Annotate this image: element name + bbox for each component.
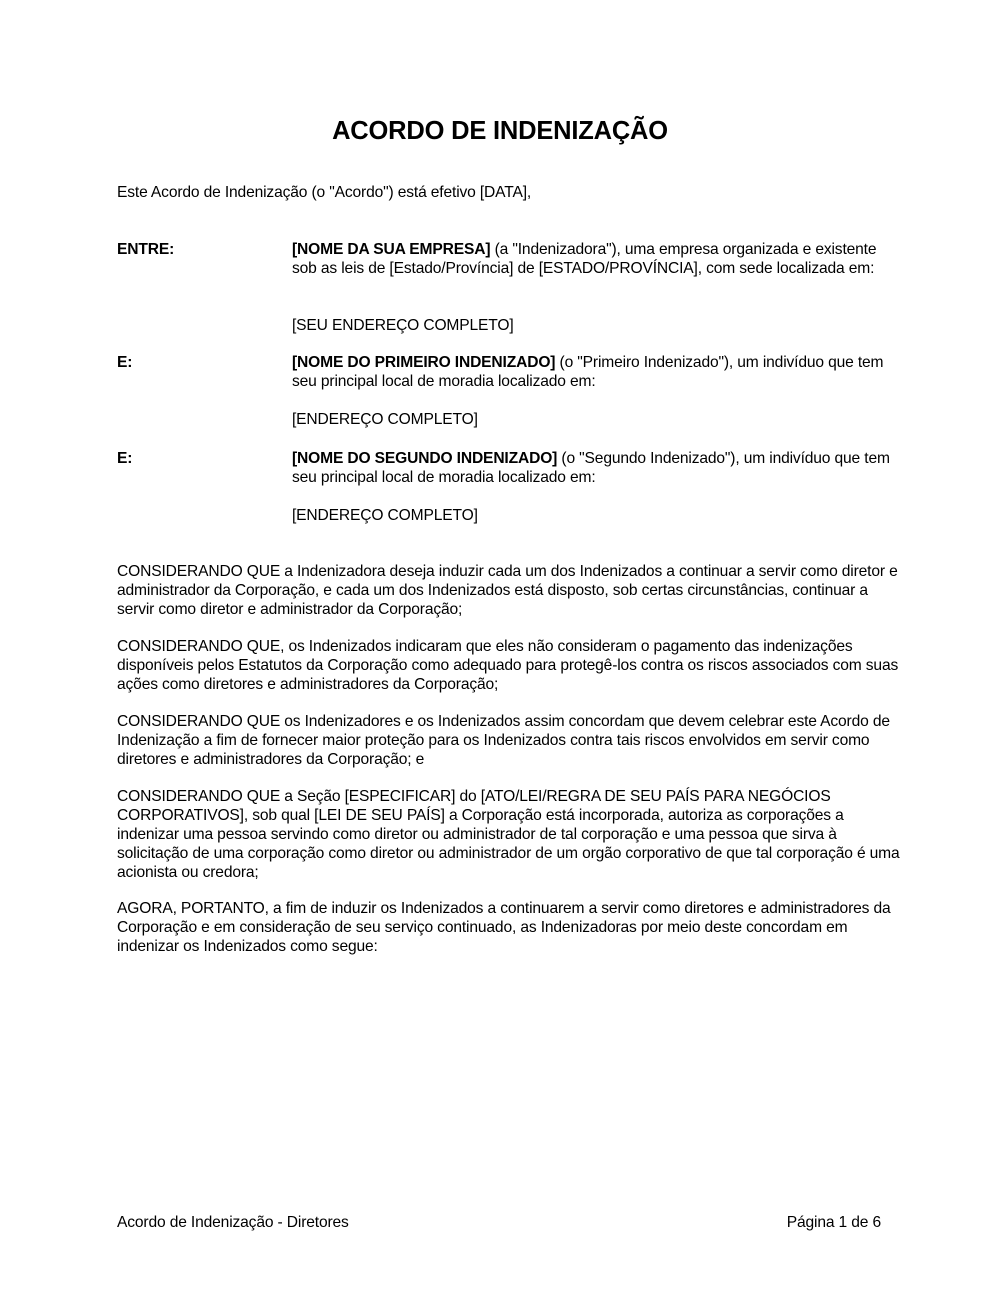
intro-paragraph: Este Acordo de Indenização (o "Acordo") está efetivo [DATA], [117, 184, 532, 201]
party-company-details: (a "Indenizadora"), uma empresa organizada e existente sob as leis de [Estado/Província] de [ESTADO/PROVÍNCIA], com sede localizada em: [292, 241, 877, 277]
party-label-and-second: E: [117, 450, 133, 467]
recital-paragraph-4: CONSIDERANDO QUE a Seção [ESPECIFICAR] do [ATO/LEI/REGRA DE SEU PAÍS PARA NEGÓCIOS CORPORATIVOS], sob qual [LEI DE SEU PAÍS] a Corporação está incorporada, autoriza as corporações a indenizar uma pessoa servindo como diretor ou administrador de tal corporação e uma pessoa que sirva à solicitação de uma corporação como diretor ou administrador de um orgão corporativo de que tal corporação é uma acionista ou credora; [117, 788, 900, 881]
party-company-description [292, 240, 892, 278]
party-first-indemnitee-details: (o "Primeiro Indenizado"), um indivíduo que tem seu principal local de moradia localizado em: [292, 354, 884, 390]
footer-page-number: Página 1 de 6 [786, 1214, 881, 1231]
party-second-indemnitee-name: [NOME DO SEGUNDO INDENIZADO] [292, 450, 558, 467]
document-title: ACORDO DE INDENIZAÇÃO [332, 117, 668, 145]
party-label-and-first: E: [117, 354, 133, 371]
party-company-name: [NOME DA SUA EMPRESA] [292, 241, 491, 258]
recital-paragraph-3: CONSIDERANDO QUE os Indenizadores e os Indenizados assim concordam que devem celebrar este Acordo de Indenização a fim de fornecer maior proteção para os Indenizados contra tais riscos envolvidos em servir como diretores e administradores da Corporação; e [117, 713, 890, 768]
footer-document-name: Acordo de Indenização - Diretores [117, 1214, 349, 1231]
party-company-address: [SEU ENDEREÇO COMPLETO] [292, 317, 514, 334]
party-second-indemnitee-description [292, 449, 892, 487]
party-second-indemnitee-address: [ENDEREÇO COMPLETO] [292, 507, 478, 524]
operative-paragraph: AGORA, PORTANTO, a fim de induzir os Indenizados a continuarem a servir como diretores e administradores da Corporação e em consideração de seu serviço continuado, as Indenizadoras por meio deste concordam em indenizar os Indenizados como segue: [117, 900, 891, 955]
recital-paragraph-1: CONSIDERANDO QUE a Indenizadora deseja induzir cada um dos Indenizados a continuar a servir como diretor e administrador da Corporação, e cada um dos Indenizados está disposto, sob certas circunstâncias, continuar a servir como diretor e administrador da Corporação; [117, 563, 898, 618]
party-first-indemnitee-description [292, 353, 892, 391]
party-first-indemnitee-name: [NOME DO PRIMEIRO INDENIZADO] [292, 354, 556, 371]
party-first-indemnitee-address: [ENDEREÇO COMPLETO] [292, 411, 478, 428]
recital-paragraph-2: CONSIDERANDO QUE, os Indenizados indicaram que eles não consideram o pagamento das indenizações disponíveis pelos Estatutos da Corporação como adequado para protegê-los contra os riscos associados com suas ações como diretores e administradores da Corporação; [117, 638, 899, 693]
party-label-between: ENTRE: [117, 241, 175, 258]
party-second-indemnitee-details: (o "Segundo Indenizado"), um indivíduo que tem seu principal local de moradia localizado em: [292, 450, 890, 486]
